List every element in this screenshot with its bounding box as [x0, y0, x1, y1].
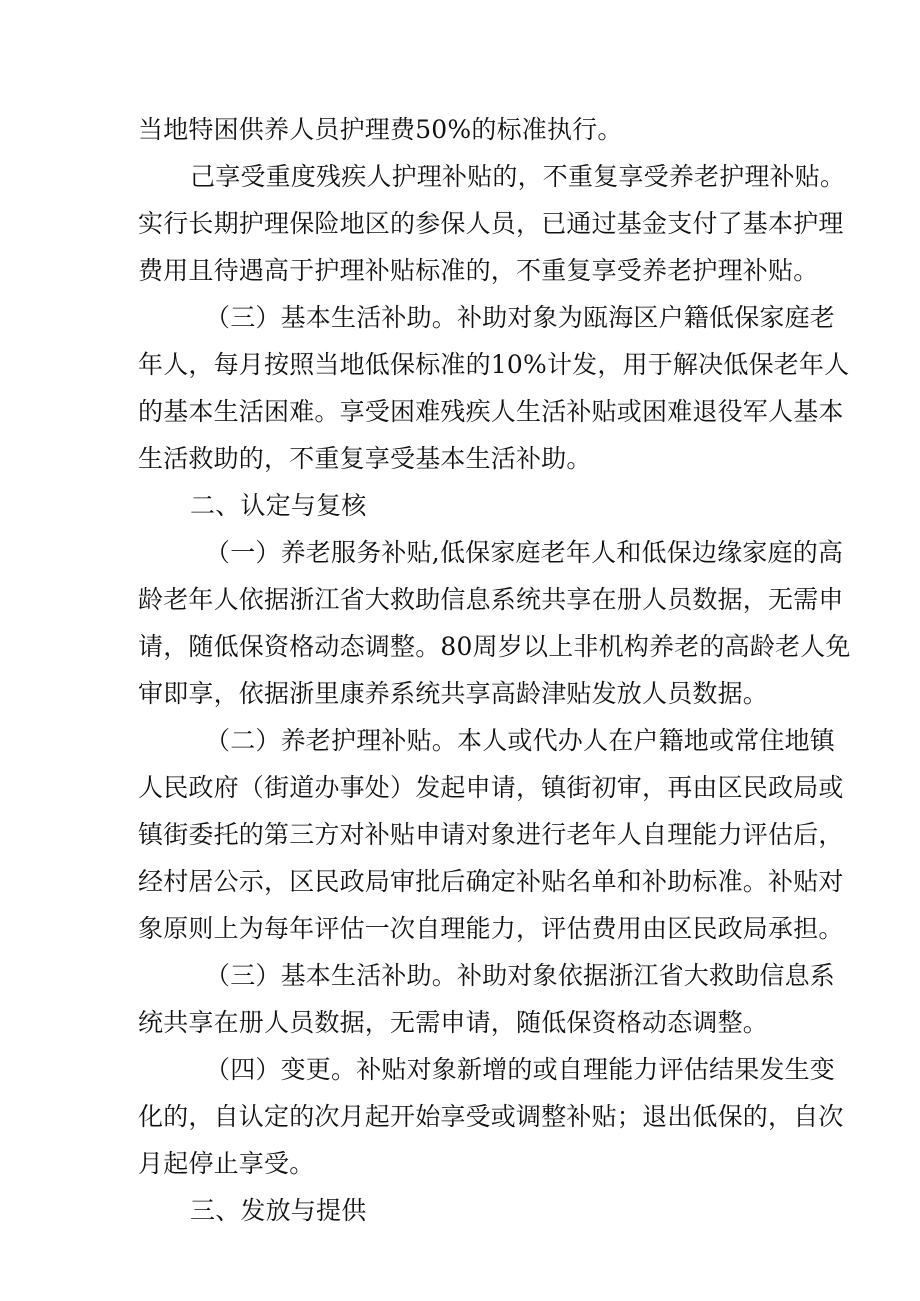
- paragraph-start: （一）养老服务补贴,低保家庭老年人和低保边缘家庭的高: [205, 538, 844, 567]
- section-heading: 二、认定与复核: [190, 491, 367, 520]
- text-line: 生活救助的，不重复享受基本生活补助。: [138, 444, 592, 473]
- text-line: 人民政府（街道办事处）发起申请，镇街初审，再由区民政局或: [138, 773, 844, 802]
- text-line: 年人，每月按照当地低保标准的10%计发，用于解决低保老年人: [138, 350, 850, 379]
- text-line: 的基本生活困难。享受困难残疾人生活补贴或困难退役军人基本: [138, 397, 844, 426]
- text-line: 统共享在册人员数据，无需申请，随低保资格动态调整。: [138, 1008, 769, 1037]
- text-line: 请，随低保资格动态调整。80周岁以上非机构养老的高龄老人免: [138, 632, 851, 661]
- text-line: 镇街委托的第三方对补贴申请对象进行老年人自理能力评估后，: [138, 820, 844, 849]
- paragraph-start: （三）基本生活补助。补助对象为瓯海区户籍低保家庭老: [205, 303, 836, 332]
- text-line: 经村居公示，区民政局审批后确定补贴名单和补助标准。补贴对: [138, 867, 844, 896]
- text-line: 月起停止享受。: [138, 1149, 315, 1178]
- text-line: 化的，自认定的次月起开始享受或调整补贴；退出低保的，自次: [138, 1102, 844, 1131]
- text-line: 龄老年人依据浙江省大救助信息系统共享在册人员数据，无需申: [138, 585, 844, 614]
- text-line: 实行长期护理保险地区的参保人员，已通过基金支付了基本护理: [138, 209, 844, 238]
- text-line: 象原则上为每年评估一次自理能力，评估费用由区民政局承担。: [138, 914, 844, 943]
- text-line: 审即享，依据浙里康养系统共享高龄津贴发放人员数据。: [138, 679, 769, 708]
- text-line: 当地特困供养人员护理费50%的标准执行。: [138, 115, 623, 144]
- text-line: 费用且待遇高于护理补贴标准的，不重复享受养老护理补贴。: [138, 256, 819, 285]
- paragraph-start: 己享受重度残疾人护理补贴的，不重复享受养老护理补贴。: [190, 162, 846, 191]
- section-heading: 三、发放与提供: [190, 1196, 367, 1225]
- paragraph-start: （二）养老护理补贴。本人或代办人在户籍地或常住地镇: [205, 726, 836, 755]
- paragraph-start: （三）基本生活补助。补助对象依据浙江省大救助信息系: [205, 961, 836, 990]
- paragraph-start: （四）变更。补贴对象新增的或自理能力评估结果发生变: [205, 1055, 836, 1084]
